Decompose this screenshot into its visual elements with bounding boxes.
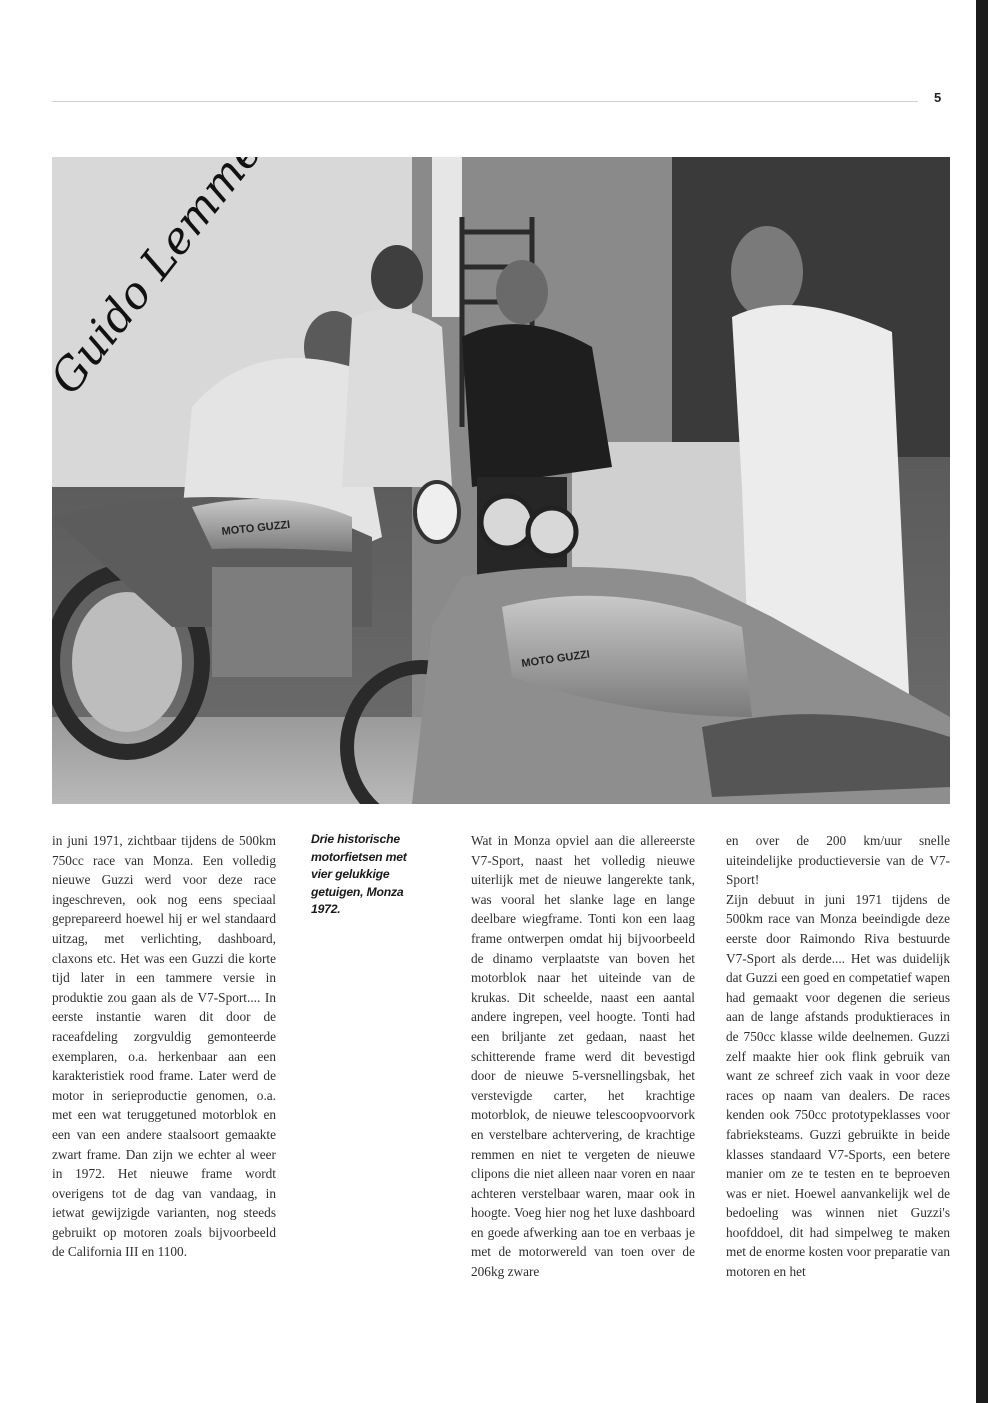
article-paragraph: Zijn debuut in juni 1971 tijdens de 500km race van Monza beeindigde deze eerste door Raimondo Riva bestuurde V7-Sport als derde.... Het was duidelijk dat Guzzi een goed en competatief wapen had gemaakt voor degenen die serieus aan de lange afstands produktieraces in de 750cc klasse wilde deelnemen. Guzzi zelf maakte hier ook flink gebruik van want ze schreef zich vaak in voor deze races op naam van dealers. De races kenden ook 750cc prototypeklasses voor fabrieksteams. Guzzi gebruikte in beide klasses standaard V7-Sports, een betere manier om ze te testen en te beproeven was er niet. Hoewel aanvankelijk wel de bedoeling was winnen niet Guzzi's hoofddoel, dit had simpelweg te maken met de enorme kosten voor preparatie van motoren en het [726,891,950,1280]
pillar-edge [432,157,462,317]
tank-badge-left: MOTO GUZZI [221,518,291,538]
page-edge-strip [976,0,988,1403]
photo-caption: Drie historische motorfietsen met vier gelukkige getuigen, Monza 1972. [311,832,407,916]
historic-photo [52,157,950,804]
photo-illustration [52,157,950,804]
page-number: 5 [934,90,942,105]
article-column-4 [726,831,950,1282]
article-paragraph: in juni 1971, zichtbaar tijdens de 500km 750cc race van Monza. Een volledig nieuwe Guzzi werd voor deze race ingeschreven, ook nog eens speciaal geprepareerd hoewel hij er wel standaard uitzag, met verlichting, dashboard, claxons etc. Het was een Guzzi die korte tijd later in een tammere versie in produktie zou gaan als de V7-Sport.... In eerste instantie waren dit door de raceafdeling zorgvuldig gemonteerde exemplaren, o.a. herkenbaar aan een karakteristiek rood frame. Later werd de motor in serieproductie genomen, o.a. met een wat teruggetuned motorblok en een van een andere staalsoort gemaakte zwart frame. Dan zijn we echter al weer in 1972. Het nieuwe frame wordt overigens tot de dag van vandaag, in ietwat gewijzigde varianten, nog steeds gebruikt op motoren zoals bijvoorbeeld de California III en 1100. [52,833,276,1260]
article-column-1 [52,831,276,1262]
tank-badge-right: MOTO GUZZI [520,648,591,670]
header-rule [52,101,918,102]
article-paragraph: Wat in Monza opviel aan die allereerste V7-Sport, naast het volledig nieuwe uiterlijk met de nieuwe langerekte tank, was vooral het slanke lage en lange deelbare wiegframe. Tonti kon een laag frame ontwerpen omdat hij bijvoorbeeld de dinamo verplaatste van boven het motorblok naar het uiteinde van de krukas. Dit scheelde, naast een aantal andere ingrepen, veel hoogte. Tonti had een briljante zet gedaan, naast het schitterende frame werd dit bevestigd door de nieuwe 5-versnellingsbak, het verstevigde carter, het krachtige motorblok, de nieuwe telescoopvoorvork en verstelbare achtervering, de krachtige remmen en niet te vergeten de nieuwe clipons die niet alleen naar voren en naar achteren verstelbaar waren, maar ook in hoogte. Voeg hier nog het luxe dashboard en goede afwerking aan toe en verbaas je met de motorwereld van toen over de 206kg zware [471,833,695,1280]
article-paragraph: en over de 200 km/uur snelle uiteindelijke productieversie van de V7-Sport! [726,833,950,888]
article-column-3 [471,831,695,1282]
